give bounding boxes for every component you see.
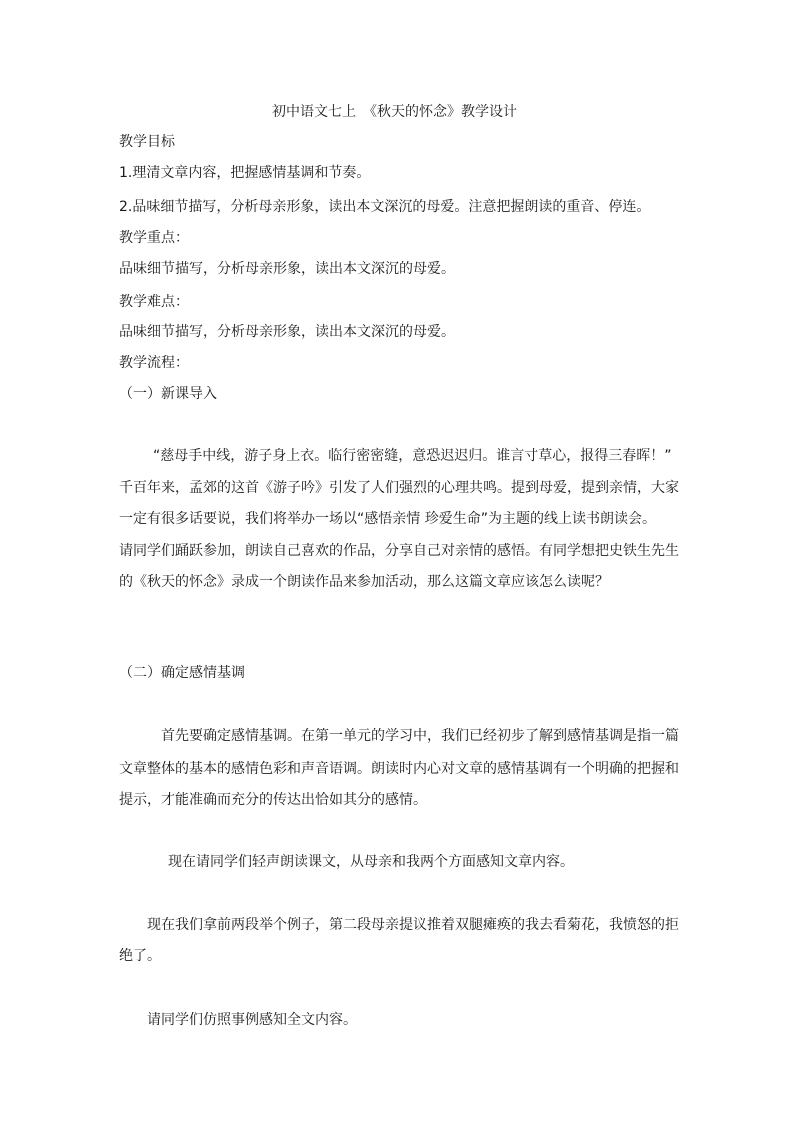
paragraph-line: 现在我们拿前两段举个例子，第二段母亲提议推着双腿瘫痪的我去看菊花，我愤怒的拒 (147, 917, 679, 933)
goal-1: 1.理清文章内容，把握感情基调和节奏。 (119, 165, 371, 181)
section-1-heading: （一）新课导入 (119, 386, 217, 402)
paragraph-line: 的《秋天的怀念》录成一个朗读作品来参加活动，那么这篇文章应该怎么读呢？ (119, 574, 609, 590)
difficulty-text: 品味细节描写，分析母亲形象，读出本文深沉的母爱。 (119, 324, 455, 340)
section-2-heading: （二）确定感情基调 (119, 665, 245, 681)
paragraph-line: 文章整体的基本的感情色彩和声音语调。朗读时内心对文章的感情基调有一个明确的把握和 (119, 761, 679, 777)
paragraph-line: “慈母手中线，游子身上衣。临行密密缝，意恐迟迟归。谁言寸草心，报得三春晖！” (153, 448, 672, 464)
document-title: 初中语文七上 《秋天的怀念》教学设计 (272, 104, 517, 120)
paragraph-imitate: 请同学们仿照事例感知全文内容。 (147, 1012, 357, 1028)
goals-heading: 教学目标 (119, 134, 175, 150)
difficulty-heading: 教学难点： (119, 294, 189, 310)
paragraph-read-aloud: 现在请同学们轻声朗读课文，从母亲和我两个方面感知文章内容。 (168, 854, 574, 870)
goal-2: 2.品味细节描写，分析母亲形象，读出本文深沉的母爱。注意把握朗读的重音、停连。 (119, 199, 651, 215)
key-text: 品味细节描写，分析母亲形象，读出本文深沉的母爱。 (119, 261, 455, 277)
paragraph-line: 千百年来，孟郊的这首《游子吟》引发了人们强烈的心理共鸣。提到母爱，提到亲情，大家 (119, 480, 679, 496)
key-heading: 教学重点： (119, 230, 189, 246)
paragraph-line: 提示，才能准确而充分的传达出恰如其分的感情。 (119, 792, 427, 808)
paragraph-line: 一定有很多话要说，我们将举办一场以“感悟亲情 珍爱生命”为主题的线上读书朗读会。 (119, 511, 656, 527)
paragraph-line: 请同学们踊跃参加，朗读自己喜欢的作品，分享自己对亲情的感悟。有同学想把史铁生先生 (119, 543, 679, 559)
process-heading: 教学流程： (119, 355, 189, 371)
paragraph-line: 首先要确定感情基调。在第一单元的学习中，我们已经初步了解到感情基调是指一篇 (161, 728, 679, 744)
paragraph-line: 绝了。 (119, 948, 161, 964)
